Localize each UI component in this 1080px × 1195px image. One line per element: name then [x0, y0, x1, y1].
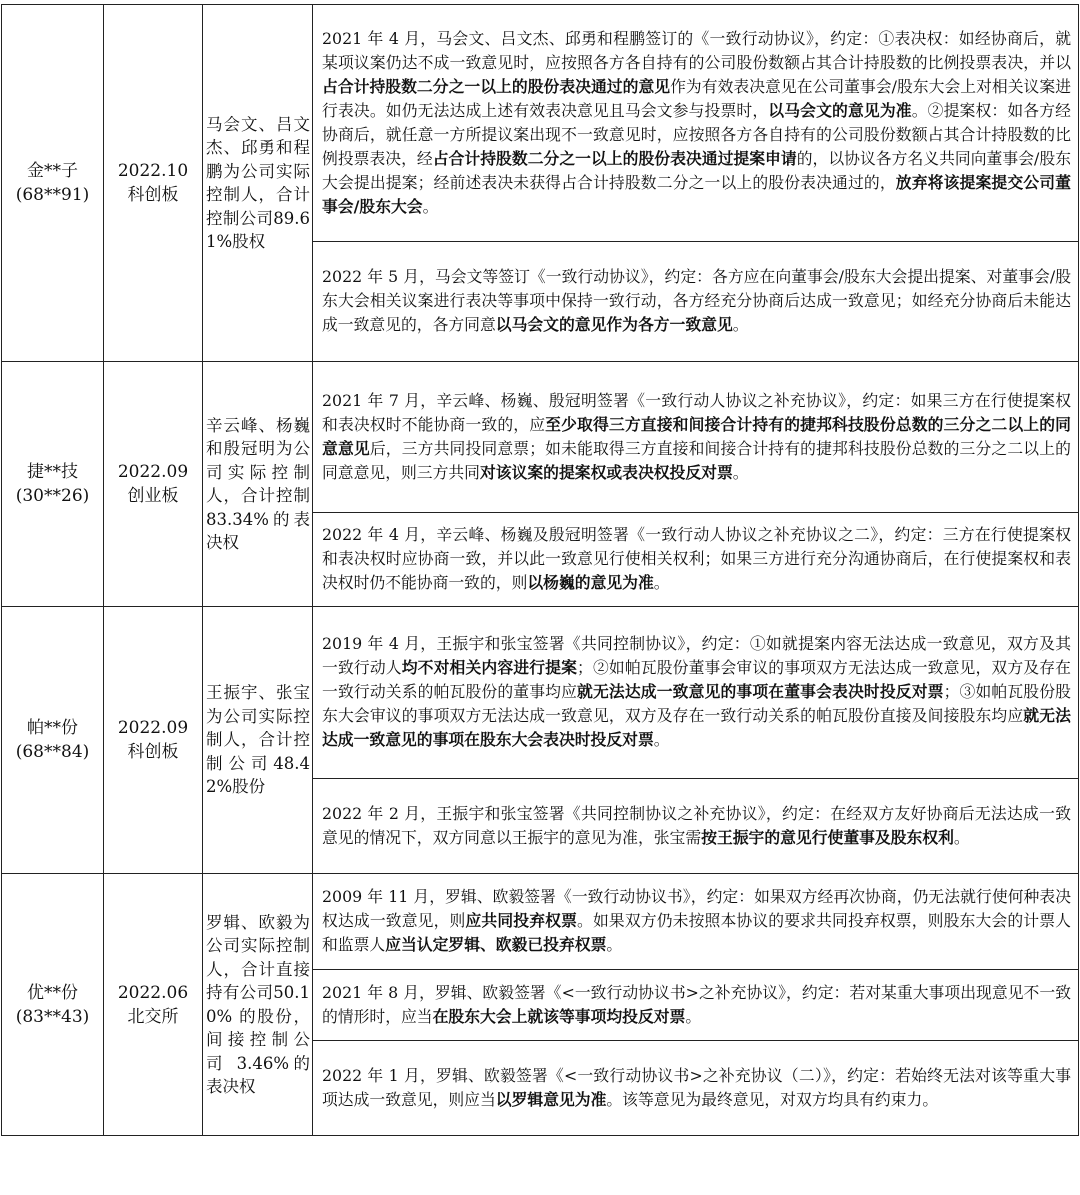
table-row [2, 874, 1079, 970]
company-name: 金**子 [27, 161, 78, 181]
agreement-emphasis: 应共同投弃权票 [465, 911, 578, 930]
listing-board: 科创板 [127, 742, 179, 762]
agreement-text: 2021 年 4 月，马会文、吕文杰、邱勇和程鹏签订的《一致行动协议》，约定：①表决权：如经协商后，就某项议案仍达不成一致意见时，应按照各方各自持有的公司股份数额占其合计持股数的比例投票表决，并以 [322, 28, 1071, 72]
agreement-text: 2019 年 4 月，王振宇和张宝签署《共同控制协议》，约定：①如就提案内容无法达成一致意见，双方及其一致行动人 [322, 634, 1071, 677]
table-row [2, 5, 1079, 242]
agreement-text: 。 [953, 827, 970, 847]
agreement-text: 后，三方共同投同意票；如未能取得三方直接和间接合计持有的捷邦科技股份总数的三分之二以上的同意意见，则三方共同 [322, 438, 1071, 482]
agreement-emphasis: 以杨巍的意见为准 [527, 573, 654, 592]
company-code: (68**91) [15, 185, 90, 205]
company-code: (68**84) [15, 742, 90, 762]
agreement-text: 。如果双方仍未按照本协议的要求共同投弃权票，则股东大会的计票人和监票人 [322, 911, 1071, 954]
agreement-cell [313, 779, 1079, 874]
company-code: (83**43) [15, 1006, 90, 1027]
company-cell [2, 5, 104, 362]
agreement-cell [313, 1041, 1079, 1136]
agreement-emphasis: 就无法达成一致意见的事项在股东大会表决时投反对票 [322, 706, 1071, 749]
agreement-text: 2022 年 2 月，王振宇和张宝签署《共同控制协议之补充协议》，约定：在经双方友好协商后无法达成一致意见的情况下，双方同意以王振宇的意见为准，张宝需 [322, 803, 1071, 847]
controller-cell: 罗辑、欧毅为公司实际控制人，合计直接持有公司50.10% 的股份，间接控制公 司 3.46%的表决权 [203, 874, 313, 1136]
agreement-emphasis: 应当认定罗辑、欧毅已投弃权票 [385, 935, 607, 954]
listing-cell [104, 607, 203, 874]
agreement-text: 2022 年 5 月，马会文等签订《一致行动协议》，约定：各方应在向董事会/股东大会提出提案、对董事会/股东大会相关议案进行表决等事项中保持一致行动，各方经充分协商后达成一致意见；如经充分协商后未能达成一致意见的，各方同意 [322, 267, 1071, 334]
agreement-text: 。 [606, 935, 623, 954]
listing-cell [104, 362, 203, 607]
agreement-text: ；③如帕瓦股份股东大会审议的事项双方无法达成一致意见，双方及存在一致行动关系的帕瓦股份直接及间接股东均应 [322, 682, 1071, 725]
company-name: 优**份 [27, 982, 78, 1003]
agreement-text: 。 [685, 1006, 702, 1026]
agreement-text: ；②如帕瓦股份董事会审议的事项双方无法达成一致意见，双方及存在一致行动关系的帕瓦股份的董事均应 [322, 658, 1071, 701]
agreement-emphasis: 以马会文的意见为准 [768, 100, 912, 120]
agreement-text: 。 [653, 730, 670, 749]
agreement-emphasis: 占合计持股数二分之一以上的股份表决通过的意见 [322, 76, 671, 96]
agreement-cell [313, 242, 1079, 362]
controller-cell: 王振宇、张宝为公司实际控制人，合计控制公司48.42%股份 [203, 607, 313, 874]
company-code: (30**26) [15, 486, 90, 506]
agreement-text: 。 [653, 573, 670, 592]
company-name: 帕**份 [27, 718, 78, 738]
table-row [2, 607, 1079, 779]
agreement-text: 2022 年 1 月，罗辑、欧毅签署《<一致行动协议书>之补充协议（二）》，约定：若始终无法对该等重大事项达成一致意见，则应当 [322, 1065, 1071, 1109]
agreement-text: 。该等意见为最终意见，对双方均具有约束力。 [606, 1089, 939, 1109]
agreement-emphasis: 在股东大会上就该等事项均投反对票 [432, 1006, 686, 1026]
agreement-emphasis: 对该议案的提案权或表决权投反对票 [479, 462, 733, 482]
agreement-emphasis: 均不对相关内容进行提案 [401, 658, 578, 677]
agreement-cell [313, 5, 1079, 242]
listing-board: 科创板 [127, 185, 179, 205]
agreement-text: 。 [732, 462, 749, 482]
agreement-emphasis: 至少取得三方直接和间接合计持有的捷邦科技股份总数的三分之二以上的同意意见 [322, 414, 1071, 458]
agreement-emphasis: 按王振宇的意见行使董事及股东权利 [701, 827, 954, 847]
agreement-emphasis: 占合计持股数二分之一以上的股份表决通过提案申请 [432, 148, 797, 168]
company-cell [2, 607, 104, 874]
agreement-emphasis: 放弃将该提案提交公司董事会/股东大会 [322, 172, 1071, 216]
agreement-emphasis: 以罗辑意见为准 [495, 1089, 607, 1109]
controller-cell: 辛云峰、杨巍和殷冠明为公司实际控制人，合计控制 83.34%的表决权 [203, 362, 313, 607]
agreement-text: 2021 年 8 月，罗辑、欧毅签署《<一致行动协议书>之补充协议》，约定：若对某重大事项出现意见不一致的情形时，应当 [322, 982, 1071, 1026]
agreement-emphasis: 就无法达成一致意见的事项在董事会表决时投反对票 [577, 682, 944, 701]
listing-board: 北交所 [127, 1006, 179, 1027]
listing-date: 2022.10 [117, 161, 189, 181]
agreement-cell [313, 607, 1079, 779]
agreement-cell [313, 513, 1079, 607]
agreement-text: 。 [422, 196, 439, 216]
company-cell [2, 362, 104, 607]
agreement-text: 的，以协议各方名义共同向董事会/股东大会提出提案；经前述表决未获得占合计持股数二分之一以上的股份表决通过的， [322, 148, 1071, 192]
agreement-text: 2021 年 7 月，辛云峰、杨巍、殷冠明签署《一致行动人协议之补充协议》，约定：如果三方在行使提案权和表决权时不能协商一致的，应 [322, 390, 1071, 434]
agreement-text: 。②提案权：如各方经协商后，就任意一方所提议案出现不一致意见时，应按照各方各自持有的公司股份数额占其合计持股数的比例投票表决，经 [322, 100, 1071, 168]
listing-board: 创业板 [127, 486, 179, 506]
table-row [2, 362, 1079, 513]
listing-date: 2022.09 [117, 718, 189, 738]
controller-cell: 马会文、吕文杰、邱勇和程鹏为公司实际控制人，合计控制公司89.61%股权 [203, 5, 313, 362]
agreement-cell [313, 874, 1079, 970]
agreement-text: 。 [732, 315, 749, 334]
listing-date: 2022.09 [117, 462, 189, 482]
agreement-cell [313, 970, 1079, 1041]
company-cell [2, 874, 104, 1136]
listing-date: 2022.06 [117, 982, 189, 1003]
listing-cell [104, 5, 203, 362]
agreement-emphasis: 以马会文的意见作为各方一致意见 [495, 315, 733, 334]
agreement-cell [313, 362, 1079, 513]
agreements-table [1, 4, 1079, 1136]
company-name: 捷**技 [27, 462, 78, 482]
agreement-text: 2022 年 4 月，辛云峰、杨巍及殷冠明签署《一致行动人协议之补充协议之二》，约定：三方在行使提案权和表决权时应协商一致，并以此一致意见行使相关权利；如果三方进行充分沟通协商后，在行使提案权和表决权时仍不能协商一致的，则 [322, 525, 1071, 592]
agreement-text: 2009 年 11 月，罗辑、欧毅签署《一致行动协议书》，约定：如果双方经再次协商，仍无法就行使何种表决权达成一致意见，则 [322, 887, 1071, 930]
agreement-text: 作为有效表决意见在公司董事会/股东大会上对相关议案进行表决。如仍无法达成上述有效表决意见且马会文参与投票时， [322, 76, 1071, 120]
listing-cell [104, 874, 203, 1136]
